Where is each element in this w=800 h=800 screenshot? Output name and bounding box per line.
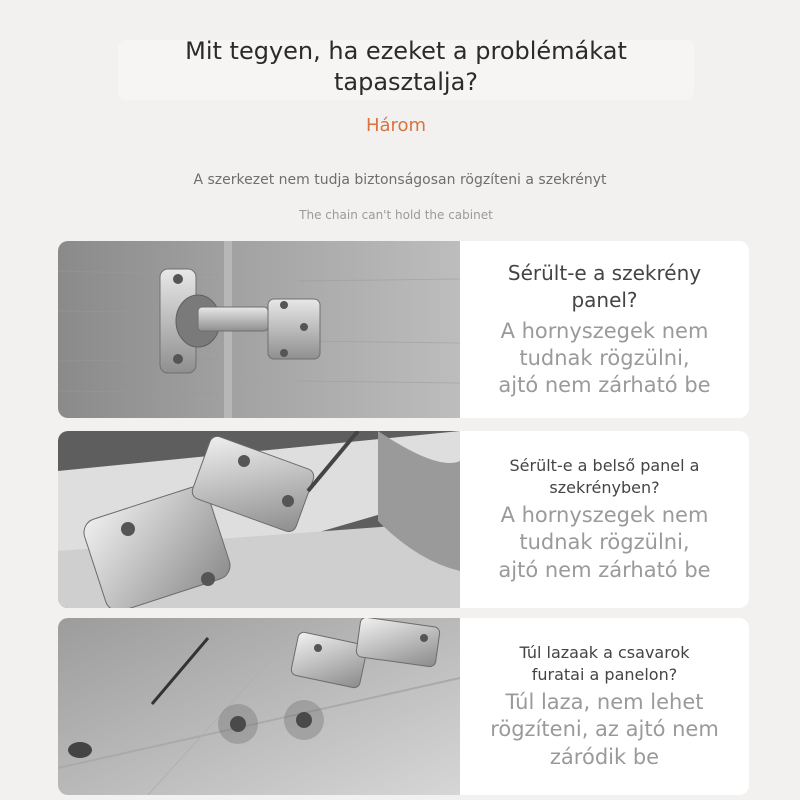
problem-card-3 xyxy=(58,618,749,795)
card-question: Sérült-e a belső panel a szekrényben? xyxy=(509,455,700,497)
drilled-holes-photo xyxy=(58,618,460,795)
section-label: Három xyxy=(365,115,427,136)
card-answer: A hornyszegek nem tudnak rögzülni, ajtó nem zárható be xyxy=(498,318,711,398)
subtitle-english: The chain can't hold the cabinet xyxy=(299,208,493,222)
problem-card-1 xyxy=(58,241,749,418)
page-title: Mit tegyen, ha ezeket a problémákat tapasztalja? xyxy=(185,37,627,96)
card-answer: Túl laza, nem lehet rögzíteni, az ajtó nem záródik be xyxy=(490,690,719,769)
card-answer: A hornyszegek nem tudnak rögzülni, ajtó nem zárható be xyxy=(498,503,711,582)
card-question: Túl lazaak a csavarok furatai a panelon? xyxy=(519,642,690,684)
card-question: Sérült-e a szekrény panel? xyxy=(507,260,702,312)
problem-card-2 xyxy=(58,431,749,608)
cabinet-hinge-photo xyxy=(58,241,460,418)
subtitle-hungarian: A szerkezet nem tudja biztonságosan rögzíteni a szekrényt xyxy=(193,172,607,188)
hinge-screwdriver-photo xyxy=(58,431,460,608)
